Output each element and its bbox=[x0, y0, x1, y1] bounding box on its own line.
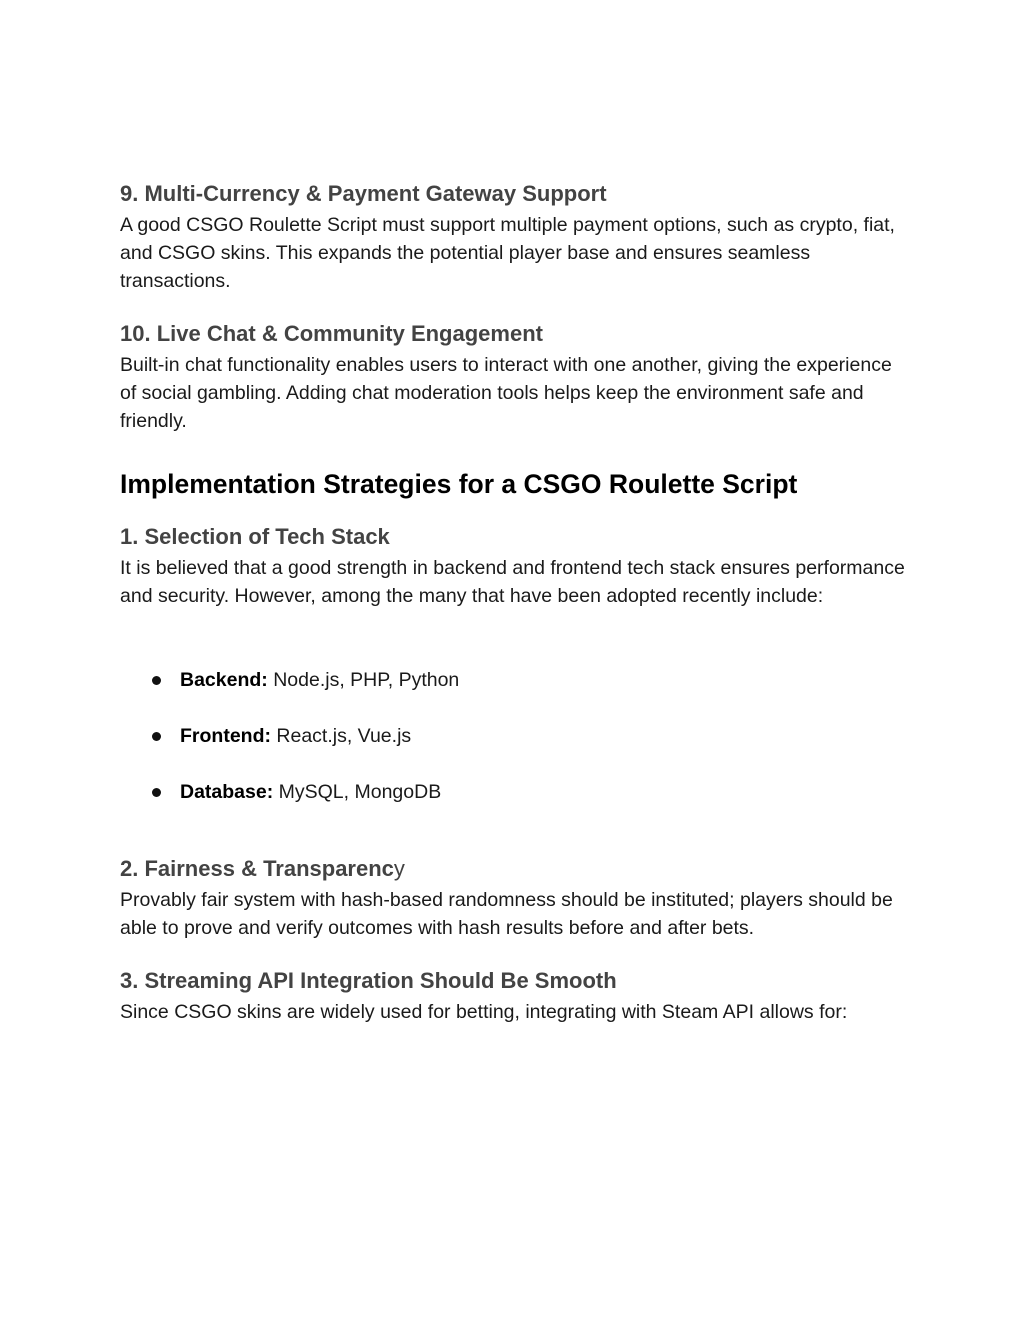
list-item-value: React.js, Vue.js bbox=[270, 725, 412, 747]
list-item bbox=[120, 778, 910, 806]
section-10-body: Built-in chat functionality enables users to interact with one another, giving the experience of social gambling. Adding chat moderation tools helps keep the environment safe and friendly. bbox=[120, 354, 892, 432]
tech-stack-list bbox=[120, 666, 910, 806]
streaming-api-body: Since CSGO skins are widely used for betting, integrating with Steam API allows for: bbox=[120, 1001, 848, 1023]
fairness-heading-main: 2. Fairness & Transparenc bbox=[120, 856, 394, 881]
tech-stack-heading: 1. Selection of Tech Stack bbox=[120, 524, 390, 549]
list-item-value: MySQL, MongoDB bbox=[273, 781, 442, 803]
implementation-strategies-heading: Implementation Strategies for a CSGO Roulette Script bbox=[120, 469, 798, 499]
bullet-icon bbox=[152, 732, 161, 741]
bullet-icon bbox=[152, 788, 161, 797]
list-item-value: Node.js, PHP, Python bbox=[267, 669, 460, 691]
list-item-term: Backend: bbox=[180, 669, 268, 691]
streaming-api-heading: 3. Streaming API Integration Should Be Smooth bbox=[120, 968, 617, 993]
list-item bbox=[120, 722, 910, 750]
section-9-body: A good CSGO Roulette Script must support multiple payment options, such as crypto, fiat, and CSGO skins. This expands the potential player base and ensures seamless transactions. bbox=[120, 214, 895, 292]
fairness-body: Provably fair system with hash-based randomness should be instituted; players should be able to prove and verify outcomes with hash results before and after bets. bbox=[120, 889, 893, 939]
list-item-term: Database: bbox=[180, 781, 274, 803]
fairness-heading bbox=[120, 852, 910, 886]
list-item bbox=[120, 666, 910, 694]
bullet-icon bbox=[152, 676, 161, 685]
section-10-heading: 10. Live Chat & Community Engagement bbox=[120, 321, 543, 346]
section-9-heading: 9. Multi-Currency & Payment Gateway Support bbox=[120, 181, 607, 206]
document-content bbox=[120, 177, 910, 1026]
list-item-term: Frontend: bbox=[180, 725, 271, 747]
tech-stack-body: It is believed that a good strength in backend and frontend tech stack ensures performance and security. However, among the many that have been adopted recently include: bbox=[120, 557, 905, 607]
fairness-heading-tail: y bbox=[393, 856, 405, 881]
